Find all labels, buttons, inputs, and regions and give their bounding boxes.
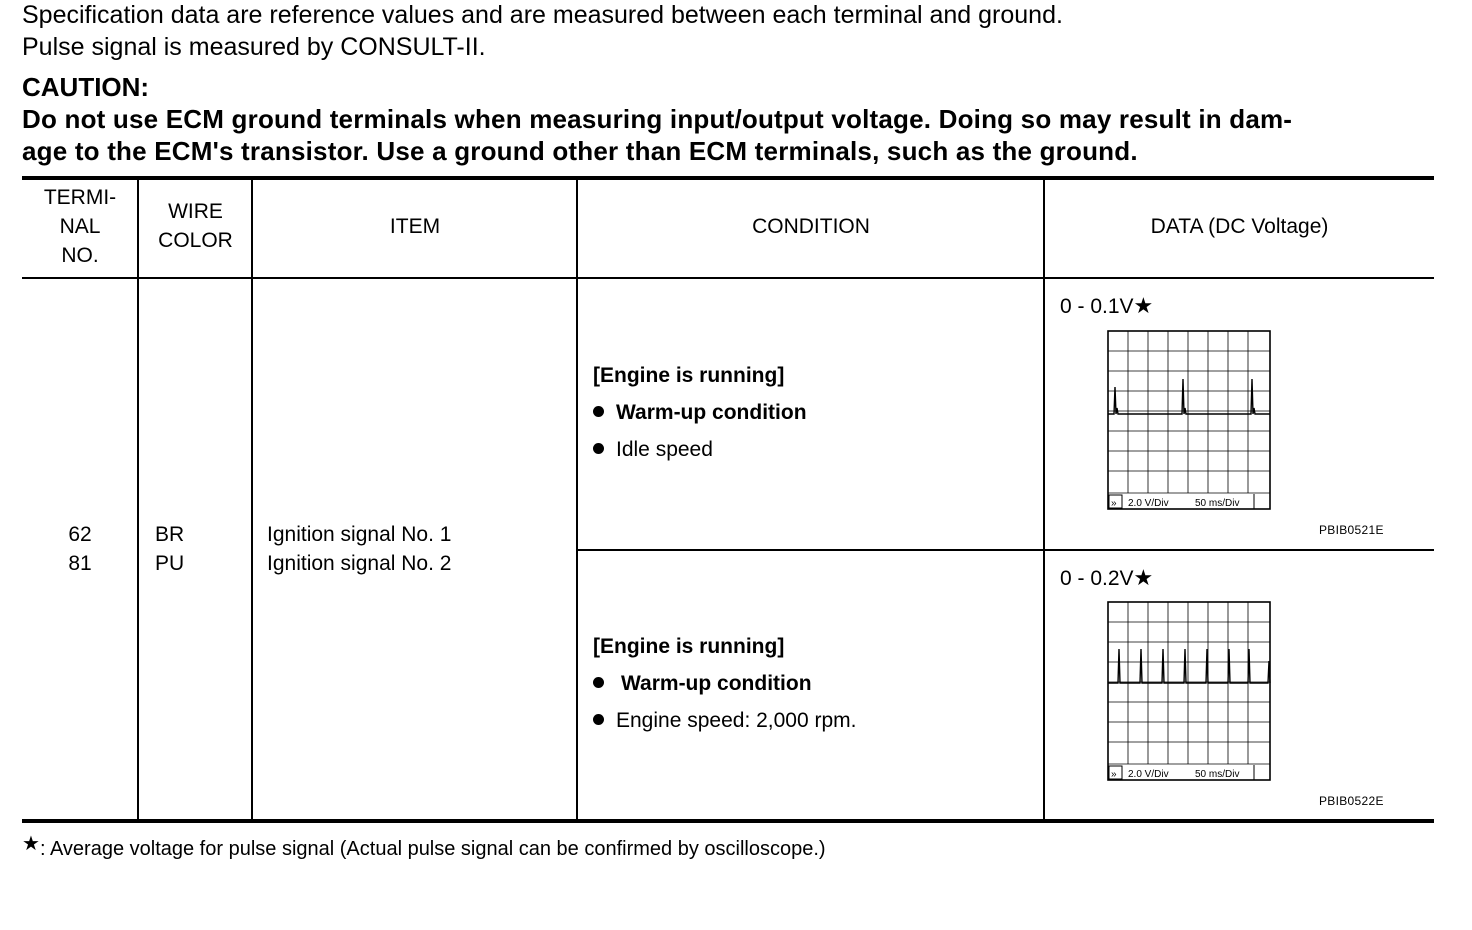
engine-state: [Engine is running] xyxy=(593,635,785,658)
scope-time-div: 50 ms/Div xyxy=(1195,498,1240,509)
header-data: DATA (DC Voltage) xyxy=(1150,215,1329,238)
star-icon: ★ xyxy=(22,833,40,855)
oscilloscope-waveform-idle xyxy=(1106,330,1276,512)
bullet-icon xyxy=(593,443,604,454)
table-top-rule xyxy=(22,176,1434,180)
voltage-value: 0 - 0.2V★ xyxy=(1060,565,1154,590)
header-divider xyxy=(22,277,1434,279)
header-condition: CONDITION xyxy=(752,215,870,238)
condition-divider xyxy=(577,549,1434,551)
header-item: ITEM xyxy=(389,215,441,238)
figure-code: PBIB0521E xyxy=(1319,523,1384,537)
condition-2000rpm: [Engine is running] Warm-up condition Engine speed: 2,000 rpm. xyxy=(593,628,857,739)
column-divider xyxy=(251,180,253,820)
header-terminal-no: TERMI- NAL NO. xyxy=(43,186,117,267)
bullet-icon xyxy=(593,406,604,417)
caution-text-line-2: age to the ECM's transistor. Use a ground other than ECM terminals, such as the ground. xyxy=(22,136,1138,166)
wire-colors: BR PU xyxy=(155,523,185,575)
column-divider xyxy=(1043,180,1045,820)
footnote xyxy=(22,833,826,861)
scope-trigger-icon: » xyxy=(1111,769,1117,780)
bullet-icon xyxy=(593,714,604,725)
spec-note: Specification data are reference values and are measured between each terminal and ground. xyxy=(22,1,1063,29)
item-names: Ignition signal No. 1 Ignition signal No. 2 xyxy=(267,523,452,575)
star-icon: ★ xyxy=(1133,565,1154,590)
caution-title: CAUTION: xyxy=(22,72,150,102)
star-icon: ★ xyxy=(1133,293,1154,318)
scope-volt-div: 2.0 V/Div xyxy=(1128,769,1169,780)
scope-volt-div: 2.0 V/Div xyxy=(1128,498,1169,509)
engine-state: [Engine is running] xyxy=(593,364,785,387)
voltage-value: 0 - 0.1V★ xyxy=(1060,293,1154,318)
caution-text-line-1: Do not use ECM ground terminals when measuring input/output voltage. Doing so may result in dam- xyxy=(22,104,1293,134)
pulse-note: Pulse signal is measured by CONSULT-II. xyxy=(22,33,486,61)
column-divider xyxy=(137,180,139,820)
bullet-icon xyxy=(593,677,604,688)
table-bottom-rule xyxy=(22,819,1434,823)
scope-trigger-icon: » xyxy=(1111,498,1117,509)
oscilloscope-waveform-2000rpm xyxy=(1106,601,1276,783)
figure-code: PBIB0522E xyxy=(1319,794,1384,808)
column-divider xyxy=(576,180,578,820)
terminal-numbers: 62 81 xyxy=(68,523,92,575)
condition-idle: [Engine is running] Warm-up condition Idle speed xyxy=(593,357,807,468)
header-wire-color: WIRE COLOR xyxy=(158,200,233,252)
scope-time-div: 50 ms/Div xyxy=(1195,769,1240,780)
footnote-text: : Average voltage for pulse signal (Actual pulse signal can be confirmed by oscilloscope.) xyxy=(39,838,826,860)
